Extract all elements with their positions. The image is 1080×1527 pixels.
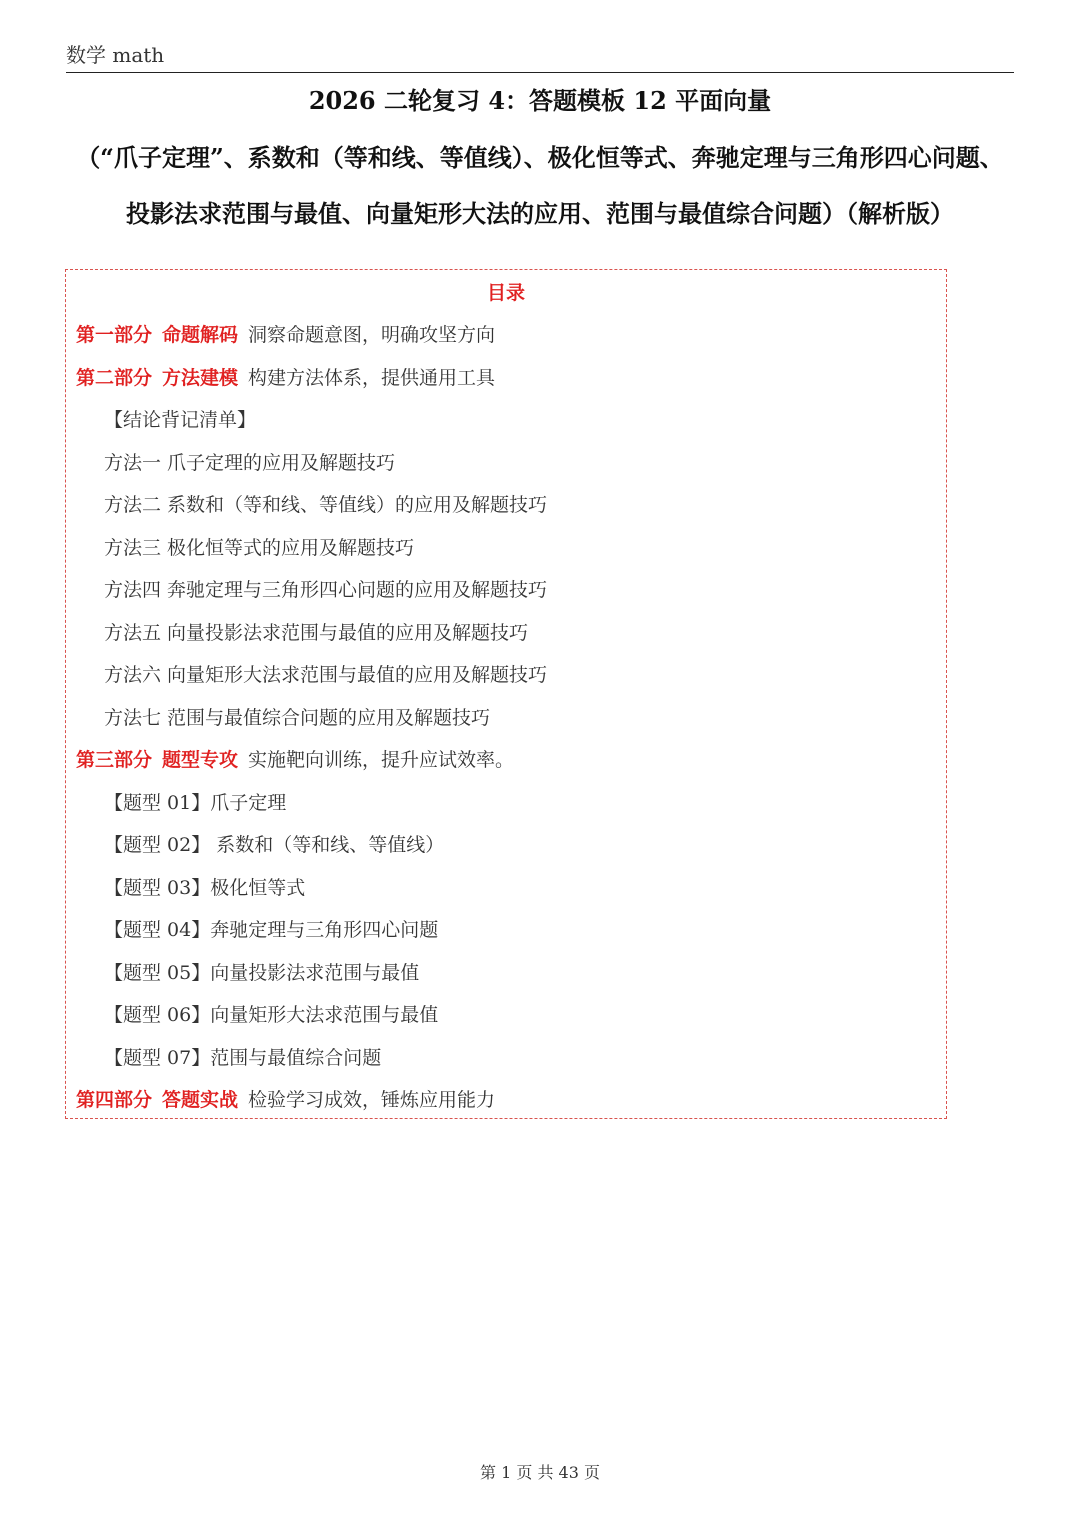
toc-item-type-04[interactable]: 【题型 04】奔驰定理与三角形四心问题 [104,919,439,941]
toc-part-3[interactable] [66,746,946,789]
toc-part-2[interactable] [66,364,946,407]
toc-item-method-2[interactable]: 方法二 系数和（等和线、等值线）的应用及解题技巧 [104,494,548,516]
toc-item-type-01[interactable]: 【题型 01】爪子定理 [104,791,287,814]
toc-item-type-05[interactable]: 【题型 05】向量投影法求范围与最值 [104,961,420,984]
toc-item-type-03[interactable]: 【题型 03】极化恒等式 [104,876,306,899]
part-label: 第三部分 [76,749,153,771]
toc-item-type-06[interactable]: 【题型 06】向量矩形大法求范围与最值 [104,1004,439,1026]
toc-item-method-3[interactable]: 方法三 极化恒等式的应用及解题技巧 [104,536,415,559]
toc-item-method-7[interactable]: 方法七 范围与最值综合问题的应用及解题技巧 [104,706,491,729]
document-title: 2026 二轮复习 4：答题模板 12 平面向量 [308,86,772,115]
part-label: 第二部分 [76,366,153,389]
toc-part-4[interactable] [66,1086,946,1129]
page-header [66,42,1014,73]
part-description: 实施靶向训练，提升应试效率。 [248,749,515,771]
document-subtitle-line-2: 投影法求范围与最值、向量矩形大法的应用、范围与最值综合问题）（解析版） [126,199,954,228]
toc-item-method-5[interactable]: 方法五 向量投影法求范围与最值的应用及解题技巧 [104,621,529,644]
toc-item-method-6[interactable]: 方法六 向量矩形大法求范围与最值的应用及解题技巧 [104,664,548,686]
part-label: 第四部分 [76,1089,153,1111]
toc-item-type-07[interactable]: 【题型 07】范围与最值综合问题 [104,1046,382,1069]
toc-heading: 目录 [486,282,525,304]
document-subtitle-line-1: （“爪子定理”、系数和（等和线、等值线）、极化恒等式、奔驰定理与三角形四心问题、 [76,143,1004,172]
part-name: 题型专攻 [162,749,239,771]
toc-item-type-02[interactable]: 【题型 02】 系数和（等和线、等值线） [104,834,445,856]
toc-part-1[interactable] [66,321,946,364]
page-footer: 第 1 页 共 43 页 [480,1463,600,1482]
toc-item-method-4[interactable]: 方法四 奔驰定理与三角形四心问题的应用及解题技巧 [104,579,548,601]
part-description: 检验学习成效，锤炼应用能力 [248,1089,496,1111]
part-name: 命题解码 [162,324,239,346]
part-name: 方法建模 [162,366,239,389]
part-name: 答题实战 [162,1089,239,1111]
part-description: 构建方法体系，提供通用工具 [248,366,496,389]
toc-item-conclusion-list[interactable]: 【结论背记清单】 [104,409,257,431]
part-label: 第一部分 [76,324,153,346]
table-of-contents [65,269,947,1119]
toc-item-method-1[interactable]: 方法一 爪子定理的应用及解题技巧 [104,451,396,474]
header-text: 数学 math [66,43,165,67]
toc-list [66,321,946,1129]
part-description: 洞察命题意图，明确攻坚方向 [248,324,496,346]
